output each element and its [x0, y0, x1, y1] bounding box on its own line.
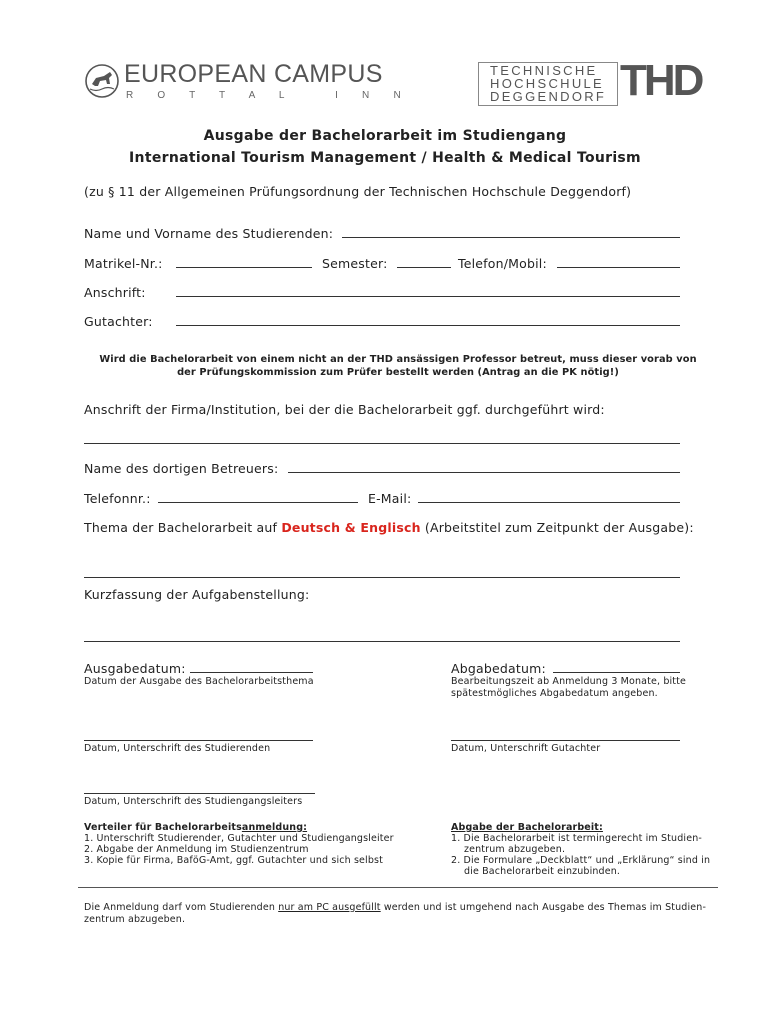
verteiler-title — [84, 822, 307, 833]
firm-address-label: Anschrift der Firma/Institution, bei der die Bachelorarbeit ggf. durchgeführt wird: — [84, 402, 605, 417]
student-signature-field[interactable] — [84, 740, 313, 741]
ausgabedatum-field[interactable] — [190, 672, 313, 673]
thd-logo — [478, 56, 718, 106]
abgabe-item-1b: zentrum abzugeben. — [464, 844, 566, 855]
semester-field[interactable] — [397, 267, 451, 268]
firm-telefon-field[interactable] — [158, 502, 358, 503]
european-campus-subtitle: R O T T A L I N N — [126, 90, 407, 101]
anschrift-label: Anschrift: — [84, 285, 146, 300]
abgabedatum-note-line2: spätestmögliches Abgabedatum angeben. — [451, 688, 658, 699]
matrikel-field[interactable] — [176, 267, 312, 268]
verteiler-title-underlined: anmeldung: — [241, 822, 308, 833]
betreuer-field[interactable] — [288, 472, 680, 473]
page-title-line2: International Tourism Management / Health & Medical Tourism — [129, 150, 641, 166]
footer-note-suffix: werden und ist umgehend nach Ausgabe des Themas im Studien- — [380, 902, 707, 913]
email-field[interactable] — [418, 502, 680, 503]
kurzfassung-field[interactable] — [84, 641, 680, 642]
kurzfassung-label: Kurzfassung der Aufgabenstellung: — [84, 587, 310, 602]
anschrift-field[interactable] — [176, 296, 680, 297]
name-field[interactable] — [342, 237, 680, 238]
abgabedatum-note-line1: Bearbeitungszeit ab Anmeldung 3 Monate, bitte — [451, 676, 687, 687]
semester-label: Semester: — [322, 256, 388, 271]
thema-label — [84, 520, 694, 535]
thema-label-suffix: (Arbeitstitel zum Zeitpunkt der Ausgabe): — [420, 520, 694, 535]
gutachter-field[interactable] — [176, 325, 680, 326]
verteiler-title-prefix: Verteiler für Bachelorarbeits — [84, 822, 242, 833]
firm-telefon-label: Telefonnr.: — [84, 491, 151, 506]
thema-field[interactable] — [84, 577, 680, 578]
name-label: Name und Vorname des Studierenden: — [84, 226, 334, 241]
thd-logo-line3: DEGGENDORF — [490, 89, 607, 104]
footer-note-line1 — [84, 902, 706, 913]
email-label: E-Mail: — [368, 491, 412, 506]
verteiler-item-1: 1. Unterschrift Studierender, Gutachter und Studiengangsleiter — [84, 833, 394, 844]
student-signature-label: Datum, Unterschrift des Studierenden — [84, 743, 271, 754]
european-campus-name: EUROPEAN CAMPUS — [124, 60, 383, 88]
page-title-line1: Ausgabe der Bachelorarbeit im Studiengang — [203, 128, 567, 144]
gutachter-signature-field[interactable] — [451, 740, 680, 741]
thd-logo-line2: HOCHSCHULE — [490, 76, 605, 91]
firm-address-field[interactable] — [84, 443, 680, 444]
ausgabedatum-label: Ausgabedatum: — [84, 661, 186, 676]
footer-divider — [78, 887, 718, 888]
verteiler-item-2: 2. Abgabe der Anmeldung im Studienzentrum — [84, 844, 309, 855]
thd-logo-mark: THD — [620, 56, 702, 105]
abgabe-item-1a: 1. Die Bachelorarbeit ist termingerecht im Studien- — [451, 833, 702, 844]
thema-language-highlight: Deutsch & Englisch — [281, 520, 421, 535]
matrikel-label: Matrikel-Nr.: — [84, 256, 163, 271]
verteiler-item-3: 3. Kopie für Firma, BaföG-Amt, ggf. Gutachter und sich selbst — [84, 855, 383, 866]
telefon-mobil-label: Telefon/Mobil: — [458, 256, 547, 271]
gutachter-label: Gutachter: — [84, 314, 153, 329]
ausgabedatum-note: Datum der Ausgabe des Bachelorarbeitsthema — [84, 676, 314, 687]
betreuer-label: Name des dortigen Betreuers: — [84, 461, 279, 476]
leiter-signature-field[interactable] — [84, 793, 315, 794]
telefon-mobil-field[interactable] — [557, 267, 680, 268]
abgabe-item-2a: 2. Die Formulare „Deckblatt“ und „Erklärung“ sind in — [451, 855, 711, 866]
subtitle: (zu § 11 der Allgemeinen Prüfungsordnung der Technischen Hochschule Deggendorf) — [84, 184, 632, 199]
footer-note-underlined: nur am PC ausgefüllt — [278, 902, 381, 913]
european-campus-logo — [84, 60, 407, 106]
abgabedatum-label: Abgabedatum: — [451, 661, 546, 676]
abgabe-title: Abgabe der Bachelorarbeit: — [451, 822, 603, 833]
footer-note-prefix: Die Anmeldung darf vom Studierenden — [84, 902, 279, 913]
notice-line2: der Prüfungskommission zum Prüfer bestellt werden (Antrag an die PK nötig!) — [177, 367, 619, 378]
thd-logo-line1: TECHNISCHE — [490, 63, 598, 78]
horse-emblem-icon — [84, 62, 120, 100]
abgabedatum-field[interactable] — [553, 672, 680, 673]
leiter-signature-label: Datum, Unterschrift des Studiengangsleiters — [84, 796, 303, 807]
thema-label-prefix: Thema der Bachelorarbeit auf — [84, 520, 282, 535]
gutachter-signature-label: Datum, Unterschrift Gutachter — [451, 743, 601, 754]
footer-note-line2: zentrum abzugeben. — [84, 914, 186, 925]
notice-line1: Wird die Bachelorarbeit von einem nicht an der THD ansässigen Professor betreut, muss dieser vorab von — [99, 354, 697, 365]
abgabe-item-2b: die Bachelorarbeit einzubinden. — [464, 866, 621, 877]
